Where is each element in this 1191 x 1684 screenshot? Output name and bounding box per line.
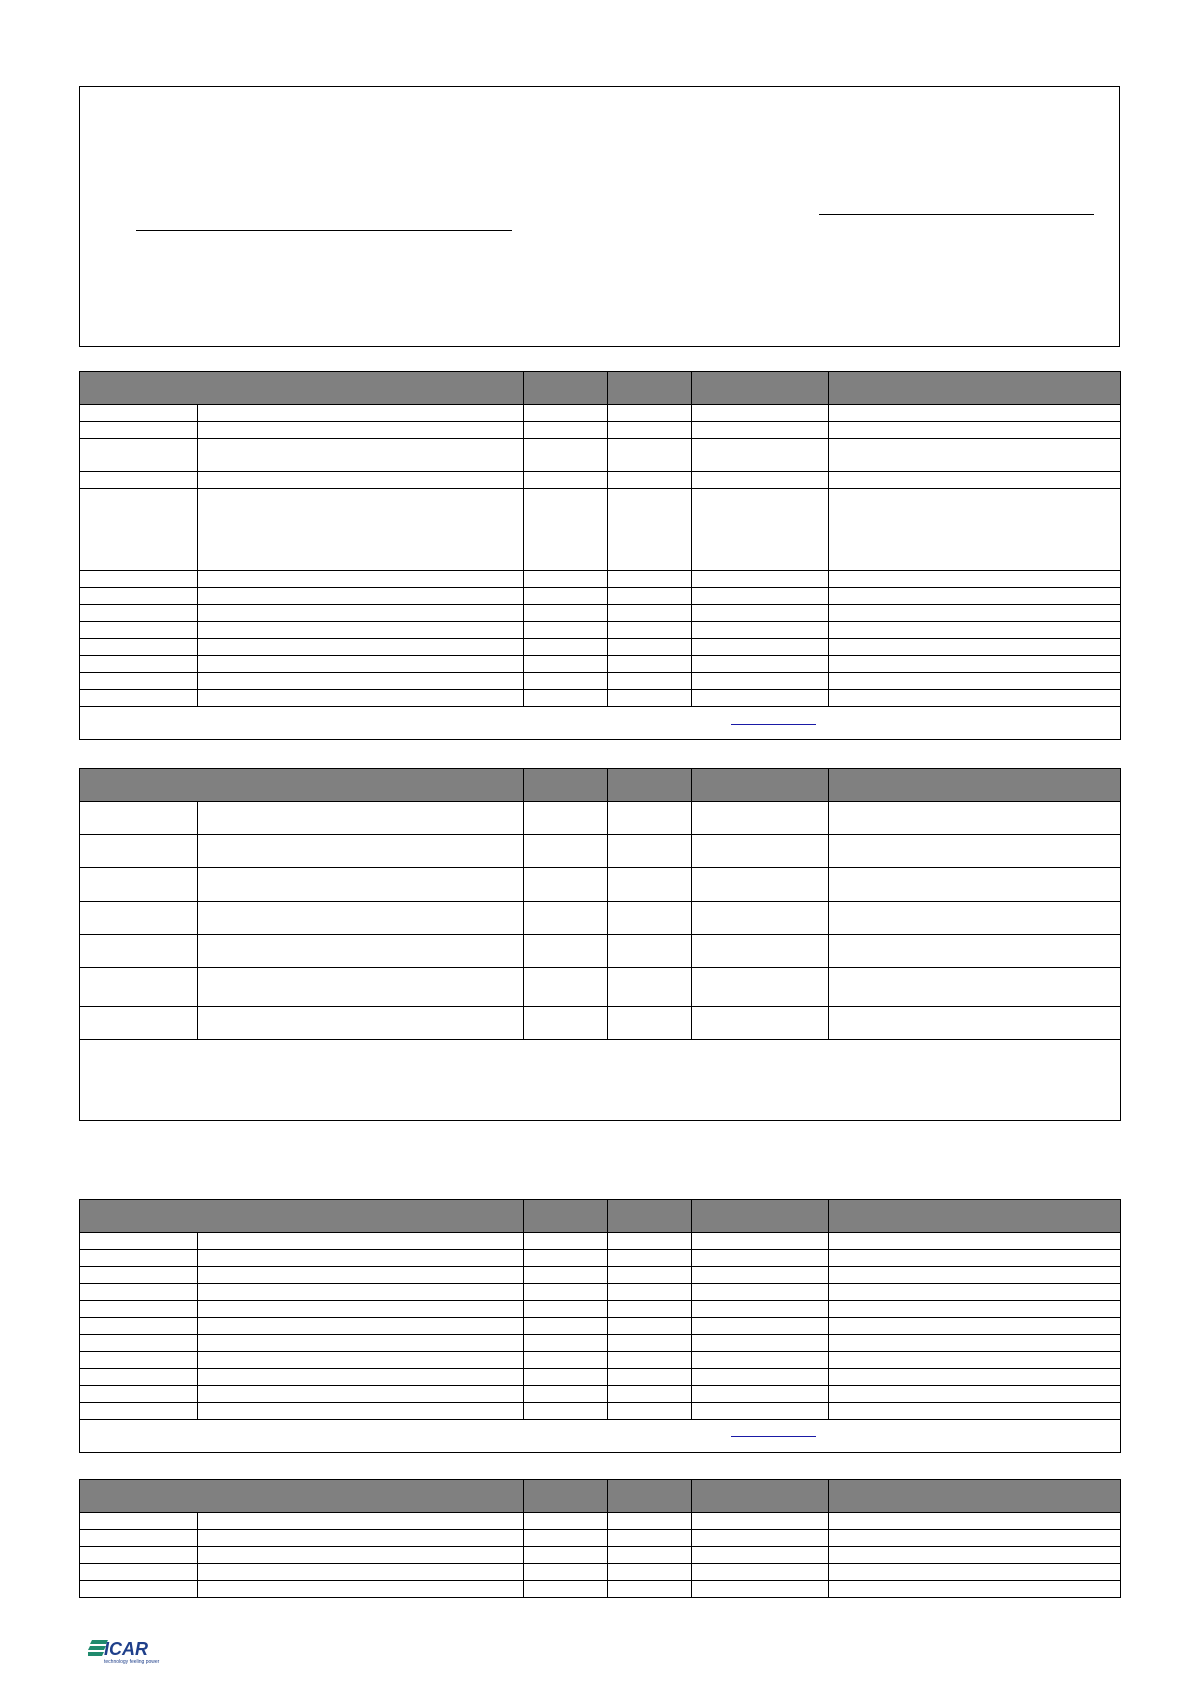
- table-1-link[interactable]: [731, 724, 816, 725]
- table-row: [80, 868, 1121, 902]
- table-header-row: [80, 769, 1121, 802]
- table-row: [80, 1352, 1121, 1369]
- table-row: [80, 472, 1121, 489]
- table-2: [79, 768, 1121, 1121]
- header-cell: [80, 372, 524, 405]
- table-row: [80, 902, 1121, 935]
- table-row: [80, 673, 1121, 690]
- table-row: [80, 690, 1121, 707]
- header-cell: [608, 372, 692, 405]
- table-row: [80, 405, 1121, 422]
- table-row: [80, 588, 1121, 605]
- svg-text:technology feeling power: technology feeling power: [104, 1659, 160, 1665]
- table-row: [80, 422, 1121, 439]
- header-cell: [829, 372, 1121, 405]
- table-4: [79, 1479, 1121, 1598]
- table-row: [80, 1284, 1121, 1301]
- table-row: [80, 639, 1121, 656]
- table-row: [80, 1318, 1121, 1335]
- svg-text:ICAR: ICAR: [104, 1639, 148, 1659]
- table-row: [80, 1513, 1121, 1530]
- table-row: [80, 1530, 1121, 1547]
- table-3-link[interactable]: [731, 1436, 816, 1437]
- table-row: [80, 1007, 1121, 1040]
- table-row: [80, 656, 1121, 673]
- table-row: [80, 1403, 1121, 1420]
- table-row: [80, 1301, 1121, 1318]
- table-row: [80, 802, 1121, 835]
- header-cell: [524, 372, 608, 405]
- table-row: [80, 1250, 1121, 1267]
- header-underline-2: [136, 230, 512, 231]
- table-row: [80, 1369, 1121, 1386]
- header-box: [79, 86, 1120, 347]
- table-row: [80, 1335, 1121, 1352]
- table-row: [80, 1386, 1121, 1403]
- table-row: [80, 1581, 1121, 1598]
- table-row: [80, 1547, 1121, 1564]
- table-row: [80, 1233, 1121, 1250]
- table-row: [80, 935, 1121, 968]
- table-row: [80, 1564, 1121, 1581]
- table-row: [80, 489, 1121, 571]
- table-row: [80, 835, 1121, 868]
- table-header-row: [80, 372, 1121, 405]
- table-row: [80, 1267, 1121, 1284]
- table-row: [80, 571, 1121, 588]
- table-header-row: [80, 1200, 1121, 1233]
- icar-logo: [88, 1636, 168, 1666]
- table-3: [79, 1199, 1121, 1453]
- table-note-row: [80, 1040, 1121, 1121]
- header-cell: [692, 372, 829, 405]
- table-note-row: [80, 707, 1121, 740]
- table-header-row: [80, 1480, 1121, 1513]
- table-row: [80, 439, 1121, 472]
- table-row: [80, 622, 1121, 639]
- table-note-row: [80, 1420, 1121, 1453]
- table-row: [80, 968, 1121, 1007]
- header-underline-1: [819, 214, 1094, 215]
- table-row: [80, 605, 1121, 622]
- table-1: [79, 371, 1121, 740]
